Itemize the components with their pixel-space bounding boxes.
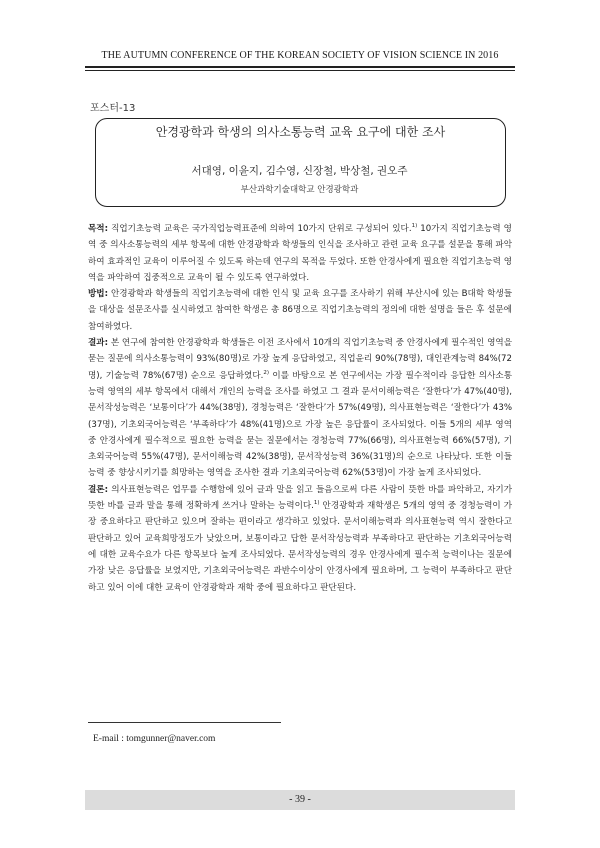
footnote-rule: [88, 722, 281, 723]
purpose-text: 직업기초능력 교육은 국가직업능력표준에 의하여 10가지 단위로 구성되어 있다.: [108, 224, 412, 234]
results-paragraph: [88, 335, 512, 482]
purpose-paragraph: [88, 221, 512, 286]
results-text: 본 연구에 참여한 안경광학과 학생들은 이전 조사에서 10개의 직업기초능력 중 안경사에게 필수적인 영역을 묻는 질문에 의사소통능력이 93%(80명)로 가장 높게 응답하였고, 직업윤리 90%(78명), 대인관계능력 84%(72명), 기술능력 78%(67명) 순으로 응답하였다.: [88, 338, 512, 381]
paper-title: 안경광학과 학생의 의사소통능력 교육 요구에 대한 조사: [155, 125, 446, 139]
conclusion-label: 결론:: [88, 484, 109, 495]
method-paragraph: [88, 286, 512, 335]
poster-number: 포스터-13: [90, 103, 136, 114]
conclusion-ref: 1): [313, 500, 320, 507]
page-number: - 39 -: [289, 794, 311, 805]
method-label: 방법:: [88, 289, 109, 300]
purpose-ref: 1): [411, 223, 418, 230]
conference-header: THE AUTUMN CONFERENCE OF THE KOREAN SOCIETY OF VISION SCIENCE IN 2016: [101, 50, 499, 61]
results-label: 결과:: [88, 338, 109, 349]
conclusion-text-cont: 안경광학과 재학생은 5개의 영역 중 경청능력이 가장 중요하다고 판단하고 있으며 잘하는 편이라고 생각하고 있었다. 문서이해능력과 의사표현능력 역시 잘한다고 판단하고 있어 교육희망정도가 낮았으며, 보통이라고 답한 문서작성능력과 부족하다고 판단하는 기초외국어능력에 대한 교육수요가 다른 항목보다 높게 조사되었다. 문서작성능력의 경우 안경사에게 필수적 능력이나는 질문에 가장 낮은 응답률을 보였지만, 기초외국어능력은 과반수이상이 안경사에게 필요하며, 그 능력이 부족하다고 판단하고 있어 이에 대한 교육이 안경광학과 재학 중에 필요하다고 판단된다.: [88, 501, 512, 593]
method-text: 안경광학과 학생들의 직업기초능력에 대한 인식 및 교육 요구를 조사하기 위해 부산시에 있는 B대학 학생들을 대상을 설문조사를 실시하였고 참여한 학생은 총 86명으로 직업기초능력의 정의에 대한 설명을 들은 후 설문에 참여하였다.: [88, 289, 512, 332]
purpose-text-cont: 10가지 직업기초능력 영역 중 의사소통능력의 세부 항목에 대한 안경광학과 학생들의 인식을 조사하고 관련 교육 요구를 설문을 통해 파악하여 효과적인 교육이 이루어질 수 있도록 하는데 연구의 목적을 두었다. 또한 안경사에게 필요한 직업기초능력 영역을 파악하여 집중적으로 교육이 될 수 있도록 연구하였다.: [88, 224, 512, 283]
results-text-cont: 이를 바탕으로 본 연구에서는 가장 필수적이라 응답한 의사소통능력 영역의 세부 항목에서 대해서 개인의 능력을 조사를 하였고 그 결과 문서이해능력은 ‘잘한다’가 47%(40명), 문서작성능력은 ‘보통이다’가 44%(38명), 경청능력은 ‘잘한다’가 57%(49명), 의사표현능력은 ‘잘한다’가 43%(37명), 기초외국어능력은 ‘부족하다’가 48%(41명)으로 가장 높은 응답률이 조사되었다. 이들 5개의 세부 영역 중 안경사에게 필수적으로 필요한 능력을 묻는 질문에서는 경청능력 77%(66명), 의사표현능력 66%(57명), 기초외국어능력 55%(47명), 문서이해능력 42%(38명), 문서작성능력 36%(31명)의 순으로 나타났다. 또한 이들 능력 중 향상시키기를 희망하는 영역을 조사한 결과 기초외국어능력 62%(53명)이 가장 높게 조사되었다.: [88, 370, 512, 479]
header-rule-thick: [85, 66, 515, 68]
purpose-label: 목적:: [88, 224, 109, 234]
abstract-body: [88, 221, 512, 596]
header-rule-thin: [85, 70, 515, 71]
conclusion-text: 의사표현능력은 업무를 수행함에 있어 글과 말을 읽고 들음으로써 다른 사람이 뜻한 바를 파악하고, 자기가 뜻한 바를 글과 말을 통해 정확하게 쓰거나 말하는 능력이다.: [88, 484, 512, 512]
page-number-band: [85, 790, 515, 810]
results-ref: 2): [263, 369, 270, 376]
conclusion-paragraph: [88, 482, 512, 596]
author-list: 서대영, 이윤지, 김수영, 신장철, 박상철, 권오주: [191, 165, 408, 177]
author-email: E-mail : tomgunner@naver.com: [93, 734, 216, 744]
affiliation: 부산과학기술대학교 안경광학과: [240, 185, 359, 195]
